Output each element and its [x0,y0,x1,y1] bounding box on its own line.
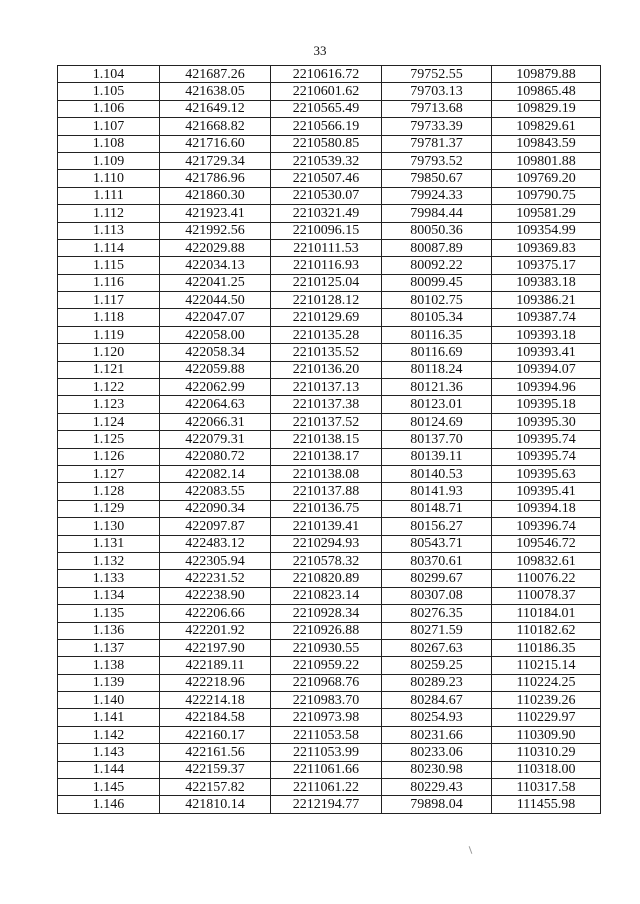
x-coordinate-cell: 422161.56 [160,744,271,761]
table-row [58,587,601,604]
local-x-cell: 79793.52 [382,152,492,169]
local-x-cell: 80141.93 [382,483,492,500]
table-row [58,205,601,222]
y-coordinate-cell: 2210137.52 [271,413,382,430]
point-id-cell: 1.119 [58,326,160,343]
y-coordinate-cell: 2210111.53 [271,239,382,256]
local-y-cell: 109829.19 [492,100,601,117]
point-id-cell: 1.126 [58,448,160,465]
local-x-cell: 80231.66 [382,726,492,743]
y-coordinate-cell: 2210926.88 [271,622,382,639]
local-y-cell: 109829.61 [492,118,601,135]
y-coordinate-cell: 2210968.76 [271,674,382,691]
point-id-cell: 1.127 [58,465,160,482]
table-row [58,135,601,152]
y-coordinate-cell: 2210539.32 [271,152,382,169]
point-id-cell: 1.117 [58,292,160,309]
page-number: 33 [313,43,327,58]
x-coordinate-cell: 421923.41 [160,205,271,222]
local-x-cell: 80233.06 [382,744,492,761]
local-y-cell: 109395.74 [492,431,601,448]
x-coordinate-cell: 421716.60 [160,135,271,152]
local-y-cell: 109394.07 [492,361,601,378]
local-y-cell: 110229.97 [492,709,601,726]
point-id-cell: 1.122 [58,379,160,396]
local-x-cell: 79703.13 [382,83,492,100]
point-id-cell: 1.118 [58,309,160,326]
y-coordinate-cell: 2210116.93 [271,257,382,274]
point-id-cell: 1.137 [58,639,160,656]
y-coordinate-cell: 2210580.85 [271,135,382,152]
table-row [58,222,601,239]
table-row [58,118,601,135]
x-coordinate-cell: 422062.99 [160,379,271,396]
local-y-cell: 110078.37 [492,587,601,604]
table-row [58,726,601,743]
local-y-cell: 109395.74 [492,448,601,465]
x-coordinate-cell: 421687.26 [160,66,271,83]
y-coordinate-cell: 2210321.49 [271,205,382,222]
local-x-cell: 80284.67 [382,692,492,709]
y-coordinate-cell: 2210959.22 [271,657,382,674]
table-row [58,274,601,291]
point-id-cell: 1.105 [58,83,160,100]
point-id-cell: 1.121 [58,361,160,378]
y-coordinate-cell: 2210294.93 [271,535,382,552]
point-id-cell: 1.143 [58,744,160,761]
x-coordinate-cell: 421729.34 [160,152,271,169]
table-row [58,292,601,309]
local-y-cell: 109769.20 [492,170,601,187]
table-row [58,448,601,465]
point-id-cell: 1.130 [58,518,160,535]
local-x-cell: 79752.55 [382,66,492,83]
x-coordinate-cell: 422044.50 [160,292,271,309]
point-id-cell: 1.124 [58,413,160,430]
x-coordinate-cell: 421668.82 [160,118,271,135]
local-y-cell: 109790.75 [492,187,601,204]
local-x-cell: 79713.68 [382,100,492,117]
table-row [58,535,601,552]
coordinates-table-body [58,66,601,814]
local-x-cell: 80099.45 [382,274,492,291]
local-y-cell: 109394.96 [492,379,601,396]
y-coordinate-cell: 2210136.75 [271,500,382,517]
table-row [58,552,601,569]
y-coordinate-cell: 2210530.07 [271,187,382,204]
point-id-cell: 1.107 [58,118,160,135]
x-coordinate-cell: 422218.96 [160,674,271,691]
y-coordinate-cell: 2210129.69 [271,309,382,326]
local-y-cell: 109395.41 [492,483,601,500]
local-y-cell: 109395.18 [492,396,601,413]
table-row [58,570,601,587]
local-x-cell: 80259.25 [382,657,492,674]
local-x-cell: 80092.22 [382,257,492,274]
table-row [58,66,601,83]
y-coordinate-cell: 2210973.98 [271,709,382,726]
local-x-cell: 80254.93 [382,709,492,726]
local-y-cell: 110317.58 [492,779,601,796]
point-id-cell: 1.104 [58,66,160,83]
local-y-cell: 109546.72 [492,535,601,552]
local-x-cell: 80116.35 [382,326,492,343]
local-x-cell: 80123.01 [382,396,492,413]
y-coordinate-cell: 2211061.22 [271,779,382,796]
x-coordinate-cell: 422238.90 [160,587,271,604]
point-id-cell: 1.141 [58,709,160,726]
point-id-cell: 1.135 [58,605,160,622]
y-coordinate-cell: 2210136.20 [271,361,382,378]
local-x-cell: 80137.70 [382,431,492,448]
x-coordinate-cell: 422214.18 [160,692,271,709]
point-id-cell: 1.133 [58,570,160,587]
table-row [58,744,601,761]
local-x-cell: 80124.69 [382,413,492,430]
local-x-cell: 80271.59 [382,622,492,639]
point-id-cell: 1.111 [58,187,160,204]
point-id-cell: 1.138 [58,657,160,674]
y-coordinate-cell: 2210125.04 [271,274,382,291]
y-coordinate-cell: 2210566.19 [271,118,382,135]
table-row [58,657,601,674]
table-row [58,500,601,517]
point-id-cell: 1.120 [58,344,160,361]
local-y-cell: 109393.41 [492,344,601,361]
table-row [58,518,601,535]
y-coordinate-cell: 2210616.72 [271,66,382,83]
x-coordinate-cell: 422305.94 [160,552,271,569]
x-coordinate-cell: 421786.96 [160,170,271,187]
local-x-cell: 80370.61 [382,552,492,569]
y-coordinate-cell: 2210930.55 [271,639,382,656]
point-id-cell: 1.116 [58,274,160,291]
local-x-cell: 80140.53 [382,465,492,482]
x-coordinate-cell: 422058.34 [160,344,271,361]
local-y-cell: 109394.18 [492,500,601,517]
table-row [58,639,601,656]
point-id-cell: 1.145 [58,779,160,796]
point-id-cell: 1.106 [58,100,160,117]
stray-pen-mark [469,846,473,854]
local-y-cell: 109386.21 [492,292,601,309]
y-coordinate-cell: 2212194.77 [271,796,382,813]
x-coordinate-cell: 422047.07 [160,309,271,326]
y-coordinate-cell: 2210820.89 [271,570,382,587]
y-coordinate-cell: 2210135.52 [271,344,382,361]
local-x-cell: 80307.08 [382,587,492,604]
point-id-cell: 1.112 [58,205,160,222]
y-coordinate-cell: 2210507.46 [271,170,382,187]
local-y-cell: 109354.99 [492,222,601,239]
local-x-cell: 80267.63 [382,639,492,656]
y-coordinate-cell: 2210138.17 [271,448,382,465]
local-y-cell: 109375.17 [492,257,601,274]
point-id-cell: 1.108 [58,135,160,152]
table-row [58,187,601,204]
point-id-cell: 1.113 [58,222,160,239]
point-id-cell: 1.128 [58,483,160,500]
x-coordinate-cell: 422159.37 [160,761,271,778]
point-id-cell: 1.129 [58,500,160,517]
local-y-cell: 110182.62 [492,622,601,639]
local-y-cell: 109843.59 [492,135,601,152]
x-coordinate-cell: 422066.31 [160,413,271,430]
x-coordinate-cell: 422197.90 [160,639,271,656]
local-x-cell: 80121.36 [382,379,492,396]
point-id-cell: 1.140 [58,692,160,709]
table-row [58,779,601,796]
local-y-cell: 110224.25 [492,674,601,691]
x-coordinate-cell: 422160.17 [160,726,271,743]
table-row [58,761,601,778]
point-id-cell: 1.134 [58,587,160,604]
y-coordinate-cell: 2210139.41 [271,518,382,535]
table-row [58,431,601,448]
x-coordinate-cell: 421810.14 [160,796,271,813]
local-y-cell: 109865.48 [492,83,601,100]
point-id-cell: 1.131 [58,535,160,552]
local-x-cell: 80543.71 [382,535,492,552]
local-y-cell: 109369.83 [492,239,601,256]
table-row [58,170,601,187]
table-row [58,605,601,622]
x-coordinate-cell: 422034.13 [160,257,271,274]
point-id-cell: 1.136 [58,622,160,639]
y-coordinate-cell: 2211053.58 [271,726,382,743]
local-x-cell: 80156.27 [382,518,492,535]
local-x-cell: 79898.04 [382,796,492,813]
x-coordinate-cell: 422189.11 [160,657,271,674]
y-coordinate-cell: 2210565.49 [271,100,382,117]
local-x-cell: 79850.67 [382,170,492,187]
table-row [58,709,601,726]
y-coordinate-cell: 2210138.08 [271,465,382,482]
local-x-cell: 80050.36 [382,222,492,239]
local-x-cell: 80230.98 [382,761,492,778]
local-x-cell: 79924.33 [382,187,492,204]
local-y-cell: 109879.88 [492,66,601,83]
table-row [58,361,601,378]
x-coordinate-cell: 422041.25 [160,274,271,291]
x-coordinate-cell: 422483.12 [160,535,271,552]
local-x-cell: 80289.23 [382,674,492,691]
coordinates-table [57,65,601,814]
point-id-cell: 1.123 [58,396,160,413]
local-x-cell: 79733.39 [382,118,492,135]
table-row [58,100,601,117]
y-coordinate-cell: 2210135.28 [271,326,382,343]
local-x-cell: 80087.89 [382,239,492,256]
local-y-cell: 110184.01 [492,605,601,622]
x-coordinate-cell: 422097.87 [160,518,271,535]
table-row [58,239,601,256]
local-y-cell: 109395.63 [492,465,601,482]
table-row [58,309,601,326]
local-x-cell: 80148.71 [382,500,492,517]
y-coordinate-cell: 2210578.32 [271,552,382,569]
local-x-cell: 80118.24 [382,361,492,378]
local-y-cell: 109396.74 [492,518,601,535]
local-y-cell: 110186.35 [492,639,601,656]
local-y-cell: 109383.18 [492,274,601,291]
local-x-cell: 80299.67 [382,570,492,587]
x-coordinate-cell: 421860.30 [160,187,271,204]
x-coordinate-cell: 422083.55 [160,483,271,500]
x-coordinate-cell: 422090.34 [160,500,271,517]
y-coordinate-cell: 2210137.38 [271,396,382,413]
y-coordinate-cell: 2210983.70 [271,692,382,709]
local-y-cell: 110239.26 [492,692,601,709]
y-coordinate-cell: 2210928.34 [271,605,382,622]
y-coordinate-cell: 2211053.99 [271,744,382,761]
x-coordinate-cell: 422157.82 [160,779,271,796]
table-row [58,83,601,100]
local-y-cell: 109832.61 [492,552,601,569]
table-row [58,344,601,361]
x-coordinate-cell: 422029.88 [160,239,271,256]
table-row [58,396,601,413]
local-x-cell: 80139.11 [382,448,492,465]
y-coordinate-cell: 2210137.88 [271,483,382,500]
table-row [58,413,601,430]
y-coordinate-cell: 2210138.15 [271,431,382,448]
point-id-cell: 1.146 [58,796,160,813]
local-y-cell: 110309.90 [492,726,601,743]
x-coordinate-cell: 422184.58 [160,709,271,726]
local-y-cell: 110310.29 [492,744,601,761]
point-id-cell: 1.110 [58,170,160,187]
local-x-cell: 80276.35 [382,605,492,622]
table-row [58,796,601,813]
local-x-cell: 80116.69 [382,344,492,361]
local-x-cell: 80229.43 [382,779,492,796]
point-id-cell: 1.139 [58,674,160,691]
local-y-cell: 110076.22 [492,570,601,587]
x-coordinate-cell: 422079.31 [160,431,271,448]
x-coordinate-cell: 422080.72 [160,448,271,465]
local-y-cell: 109395.30 [492,413,601,430]
x-coordinate-cell: 422058.00 [160,326,271,343]
table-row [58,692,601,709]
local-y-cell: 109801.88 [492,152,601,169]
y-coordinate-cell: 2210096.15 [271,222,382,239]
y-coordinate-cell: 2210137.13 [271,379,382,396]
x-coordinate-cell: 422064.63 [160,396,271,413]
x-coordinate-cell: 421638.05 [160,83,271,100]
table-row [58,257,601,274]
local-y-cell: 109387.74 [492,309,601,326]
y-coordinate-cell: 2210823.14 [271,587,382,604]
point-id-cell: 1.109 [58,152,160,169]
point-id-cell: 1.142 [58,726,160,743]
x-coordinate-cell: 421992.56 [160,222,271,239]
table-row [58,483,601,500]
local-x-cell: 79984.44 [382,205,492,222]
point-id-cell: 1.125 [58,431,160,448]
x-coordinate-cell: 422206.66 [160,605,271,622]
x-coordinate-cell: 422059.88 [160,361,271,378]
local-x-cell: 79781.37 [382,135,492,152]
table-row [58,674,601,691]
table-row [58,465,601,482]
x-coordinate-cell: 421649.12 [160,100,271,117]
local-x-cell: 80105.34 [382,309,492,326]
local-x-cell: 80102.75 [382,292,492,309]
table-row [58,379,601,396]
point-id-cell: 1.114 [58,239,160,256]
table-row [58,326,601,343]
local-y-cell: 110215.14 [492,657,601,674]
table-row [58,152,601,169]
x-coordinate-cell: 422201.92 [160,622,271,639]
y-coordinate-cell: 2210128.12 [271,292,382,309]
y-coordinate-cell: 2210601.62 [271,83,382,100]
point-id-cell: 1.115 [58,257,160,274]
y-coordinate-cell: 2211061.66 [271,761,382,778]
point-id-cell: 1.132 [58,552,160,569]
local-y-cell: 109393.18 [492,326,601,343]
local-y-cell: 111455.98 [492,796,601,813]
x-coordinate-cell: 422082.14 [160,465,271,482]
point-id-cell: 1.144 [58,761,160,778]
local-y-cell: 109581.29 [492,205,601,222]
x-coordinate-cell: 422231.52 [160,570,271,587]
table-row [58,622,601,639]
local-y-cell: 110318.00 [492,761,601,778]
